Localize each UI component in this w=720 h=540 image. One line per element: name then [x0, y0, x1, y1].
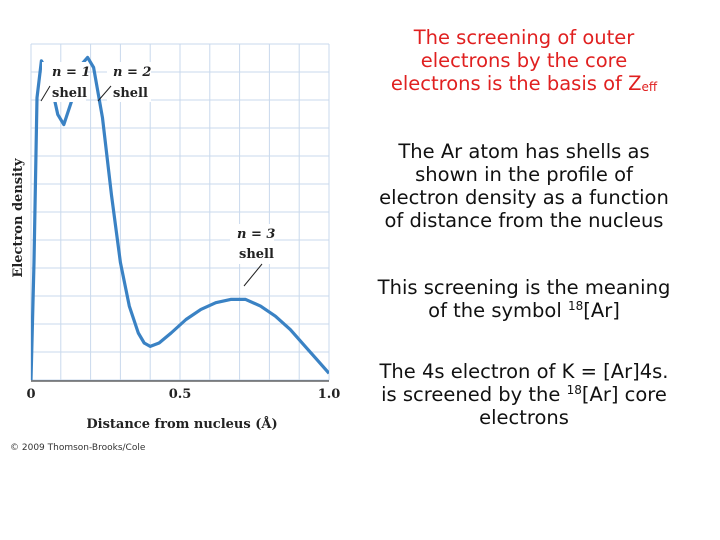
data-point: [184, 318, 187, 321]
x-axis-label: Distance from nucleus (Å): [86, 417, 278, 432]
data-point: [40, 59, 43, 62]
x-tick-label-2: 1.0: [317, 387, 341, 402]
data-point: [274, 315, 277, 318]
data-point: [259, 305, 262, 308]
paragraph-potassium: [348, 360, 700, 429]
data-point: [229, 298, 232, 301]
x-tick-label-1: 0.5: [168, 387, 192, 402]
data-point: [137, 331, 140, 334]
para1-line-2: shown in the profile of: [415, 163, 633, 186]
para2-line-2-post: [Ar]: [583, 299, 620, 322]
annotation-n1-shell: [41, 62, 90, 102]
y-axis-label: Electron density: [11, 158, 26, 278]
data-point: [214, 301, 217, 304]
para3-line-2: [348, 383, 700, 406]
data-point: [92, 66, 95, 69]
annotation-n1-label: shell: [52, 86, 87, 101]
data-point: [328, 372, 331, 375]
annotation-n2-number: n = 2: [113, 65, 152, 80]
para1-line-3: electron density as a function: [379, 186, 669, 209]
data-point: [110, 194, 113, 197]
title-line-3: [348, 72, 700, 99]
data-point: [149, 345, 152, 348]
annotation-n1-number: n = 1: [52, 65, 91, 80]
x-tick-label-0: 0: [26, 387, 36, 402]
data-point: [289, 328, 292, 331]
para1-line-4: of distance from the nucleus: [384, 209, 664, 232]
data-point: [316, 358, 319, 361]
slide-title: [348, 26, 700, 99]
paragraph-symbol: [348, 276, 700, 322]
data-point: [62, 123, 65, 126]
data-point: [35, 96, 38, 99]
data-point: [86, 56, 89, 59]
data-point: [244, 298, 247, 301]
data-point: [101, 116, 104, 119]
data-point: [304, 345, 307, 348]
para3-line-2-post: [Ar] core: [581, 383, 667, 406]
para3-line-1: The 4s electron of K = [Ar]4s.: [379, 360, 669, 383]
data-point: [158, 342, 161, 345]
zeff-subscript: eff: [641, 80, 658, 94]
para2-line-2: [348, 299, 700, 322]
data-point: [119, 261, 122, 264]
data-point: [128, 305, 131, 308]
title-line-2: electrons by the core: [420, 49, 628, 72]
data-point: [56, 113, 59, 116]
annotation-n3-label: shell: [239, 247, 274, 262]
para3-line-3: electrons: [479, 406, 569, 429]
para2-line-2-pre: of the symbol: [428, 299, 568, 322]
para1-line-1: The Ar atom has shells as: [398, 140, 650, 163]
title-line-3-text: electrons is the basis of Z: [390, 72, 642, 95]
annotation-n2-label: shell: [113, 86, 148, 101]
data-point: [199, 308, 202, 311]
paragraph-shells: [348, 140, 700, 232]
data-point: [143, 342, 146, 345]
para3-superscript: 18: [566, 383, 582, 397]
copyright-notice: © 2009 Thomson-Brooks/Cole: [10, 443, 146, 453]
annotation-n3-number: n = 3: [237, 227, 276, 242]
para3-line-2-pre: is screened by the: [381, 383, 567, 406]
para2-superscript: 18: [567, 299, 584, 313]
title-line-1: The screening of outer: [413, 26, 635, 49]
para2-line-1: This screening is the meaning: [377, 276, 671, 299]
data-point: [32, 261, 35, 264]
data-point: [170, 331, 173, 334]
